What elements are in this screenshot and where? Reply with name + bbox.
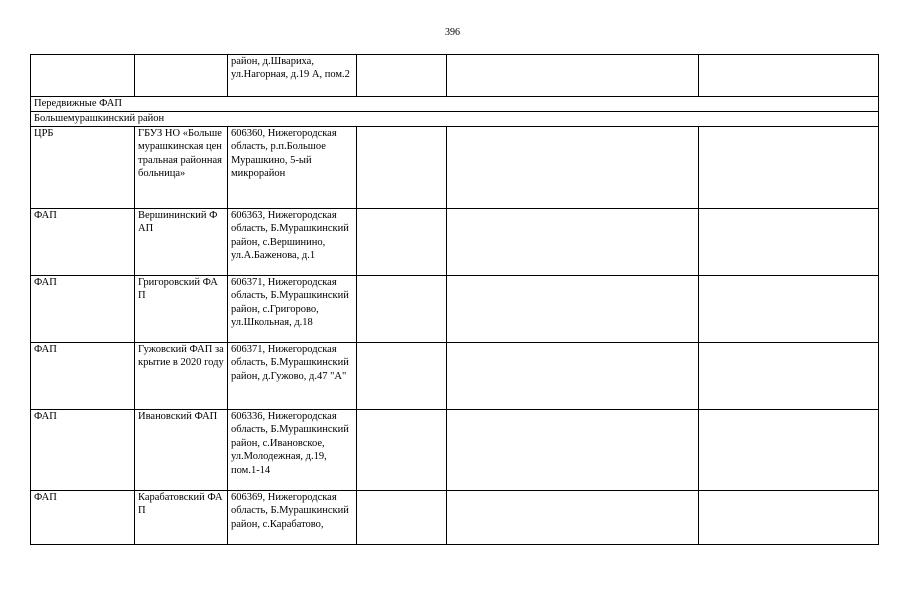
cell-address: 606363, Нижегородская область, Б.Мурашкинский район, с.Вершинино, ул.А.Баженова, д.1	[228, 209, 357, 276]
table-row	[31, 209, 879, 276]
cell-col4	[357, 343, 447, 410]
cell-col4	[357, 55, 447, 97]
section-header-row	[31, 97, 879, 112]
cell-address: 606371, Нижегородская область, Б.Мурашкинский район, д.Гужово, д.47 "А"	[228, 343, 357, 410]
cell-type	[31, 55, 135, 97]
cell-type: ФАП	[31, 410, 135, 491]
cell-name: ГБУЗ НО «Большемурашкинская центральная районная больница»	[135, 127, 228, 209]
table-row	[31, 491, 879, 545]
cell-col5	[447, 491, 699, 545]
cell-col6	[699, 410, 879, 491]
cell-name: Вершининский ФАП	[135, 209, 228, 276]
cell-col6	[699, 276, 879, 343]
cell-address: 606371, Нижегородская область, Б.Мурашкинский район, с.Григорово, ул.Школьная, д.18	[228, 276, 357, 343]
cell-type: ФАП	[31, 343, 135, 410]
cell-address: район, д.Швариха, ул.Нагорная, д.19 А, пом.2	[228, 55, 357, 97]
cell-col6	[699, 55, 879, 97]
cell-address: 606360, Нижегородская область, р.п.Большое Мурашкино, 5-ый микрорайон	[228, 127, 357, 209]
facility-table	[30, 54, 879, 545]
section-header: Передвижные ФАП	[31, 97, 879, 112]
cell-type: ФАП	[31, 209, 135, 276]
cell-col6	[699, 127, 879, 209]
cell-col5	[447, 209, 699, 276]
cell-address: 606369, Нижегородская область, Б.Мурашкинский район, с.Карабатово,	[228, 491, 357, 545]
table-row	[31, 410, 879, 491]
cell-type: ФАП	[31, 491, 135, 545]
cell-col5	[447, 276, 699, 343]
cell-col6	[699, 209, 879, 276]
table-row	[31, 276, 879, 343]
table-row	[31, 127, 879, 209]
cell-name: Григоровский ФАП	[135, 276, 228, 343]
page-number: 396	[445, 27, 460, 38]
cell-address: 606336, Нижегородская область, Б.Мурашкинский район, с.Ивановское, ул.Молодежная, д.19, пом.1-14	[228, 410, 357, 491]
cell-col6	[699, 491, 879, 545]
table-row	[31, 343, 879, 410]
cell-col4	[357, 491, 447, 545]
section-header: Большемурашкинский район	[31, 112, 879, 127]
cell-name: Карабатовский ФАП	[135, 491, 228, 545]
cell-name: Гужовский ФАП закрытие в 2020 году	[135, 343, 228, 410]
cell-type: ФАП	[31, 276, 135, 343]
cell-name	[135, 55, 228, 97]
cell-col4	[357, 410, 447, 491]
cell-col5	[447, 410, 699, 491]
cell-name: Ивановский ФАП	[135, 410, 228, 491]
cell-col4	[357, 209, 447, 276]
cell-col6	[699, 343, 879, 410]
cell-col4	[357, 276, 447, 343]
cell-type: ЦРБ	[31, 127, 135, 209]
section-header-row	[31, 112, 879, 127]
cell-col4	[357, 127, 447, 209]
continuation-row	[31, 55, 879, 97]
cell-col5	[447, 55, 699, 97]
cell-col5	[447, 127, 699, 209]
cell-col5	[447, 343, 699, 410]
